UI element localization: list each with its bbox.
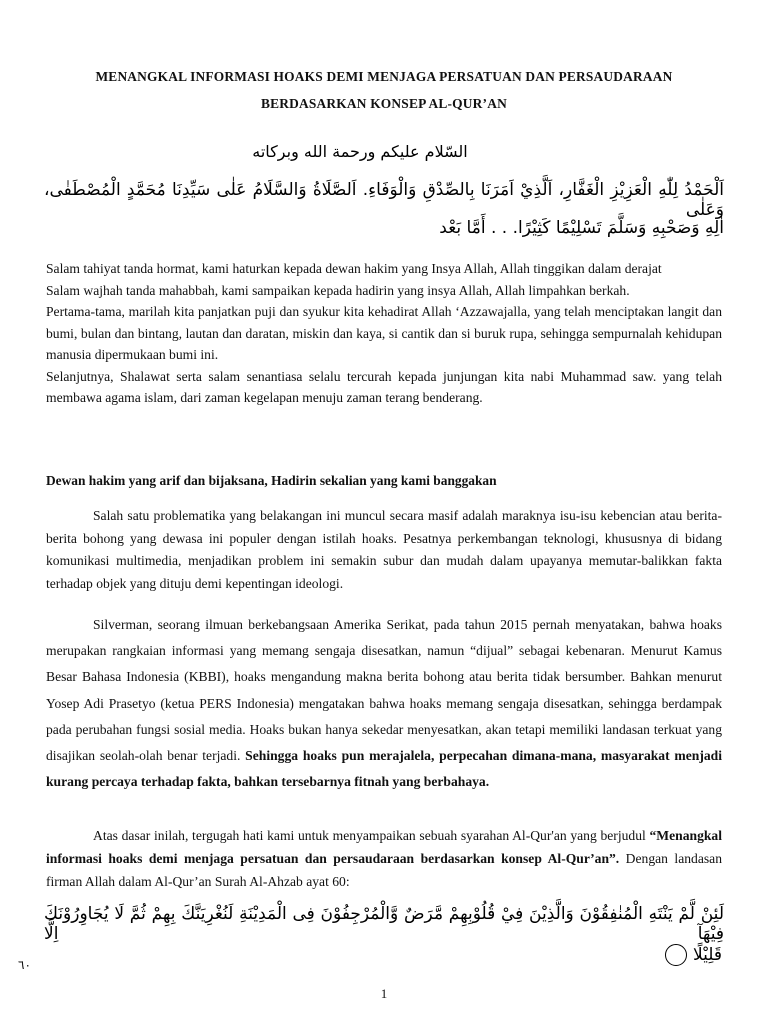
paragraph-2-bold: Sehingga hoaks pun merajalela, perpecahan dimana-mana, masyarakat menjadi kurang percaya terhadap fakta, bahkan tersebarnya fitnah yang berbahaya. (46, 748, 722, 790)
arabic-salam: السّلام عليكم ورحمة الله وبركاته (252, 142, 468, 161)
paragraph-1: Salah satu problematika yang belakangan ini muncul secara masif adalah maraknya isu-isu kebencian atau berita-berita bohong yang dewasa ini populer dengan istilah hoaks. Pesatnya perkembangan teknologi, khususnya di bidang komunikasi multimedia, menjadikan problem ini semakin subur dan mudah dalam upayanya memutar-balikkan fakta terhadap objek yang dituju demi kepentingan ideologi. (46, 508, 722, 591)
arabic-ayah-line-2 (600, 944, 722, 966)
paragraph-2 (46, 612, 722, 795)
paragraph-2-text: Silverman, seorang ilmuan berkebangsaan Amerika Serikat, pada tahun 2015 pernah menyatakan, bahwa hoaks merupakan rangkaian informasi yang memang sengaja disesatkan, namun “dijual” sebagai kebenaran. Menurut Kamus Besar Bahasa Indonesia (KBBI), hoaks mengandung makna berita bohong atau berita tidak bersumber. Bahkan menurut Yosep Adi Prasetyo (ketua PERS Indonesia) mengatakan bahwa hoaks memang sengaja disesatkan, sehingga berdampak pada perubahan fungsi sosial media. Hoaks bukan hanya sekedar menyesatkan, akan tetapi memiliki landasan terkuat yang disajikan seolah-olah benar terjadi. (46, 617, 722, 764)
paragraph-3-bold: “Menangkal informasi hoaks demi menjaga persatuan dan persaudaraan berdasarkan konsep Al-Qur’an”. (46, 828, 722, 866)
title-line-1: MENANGKAL INFORMASI HOAKS DEMI MENJAGA PERSATUAN DAN PERSAUDARAAN (95, 69, 673, 84)
title-line-2: BERDASARKAN KONSEP AL-QUR’AN (261, 96, 507, 111)
arabic-hamdalah-line-2: اٰلِهِ وَصَحْبِهِ وَسَلَّمَ تَسْلِيْمًا كَثِيْرًا. . . أَمَّا بَعْد (439, 218, 724, 238)
opening-line-1: Salam tahiyat tanda hormat, kami haturkan kepada dewan hakim yang Insya Allah, Allah tinggikan dalam derajat (46, 261, 662, 276)
ayah-line-2-text: قَلِيْلًا (692, 945, 722, 965)
page-number: 1 (380, 986, 388, 1001)
ayah-end-marker-icon (665, 944, 687, 966)
opening-line-4: Selanjutnya, Shalawat serta salam senantiasa selalu tercurah kepada junjungan kita nabi Muhammad saw. yang telah membawa agama islam, dari zaman kegelapan menuju zaman terang benderang. (46, 368, 722, 405)
opening-paragraph (46, 258, 722, 409)
arabic-hamdalah-line-1: اَلْحَمْدُ لِلّٰهِ الْعَزِيْزِ الْغَفَّارِ، اَلَّذِيْ اَمَرَنَا بِالصِّدْقِ وَالْوَفَاءِ. اَلصَّلَاةُ وَالسَّلَامُ عَلٰى سَيِّدِنَا مُحَمَّدٍ الْمُصْطَفٰى، وَعَلٰى (44, 180, 724, 220)
ayah-number: ٦٠ (18, 958, 31, 972)
arabic-ayah-line-1: لَئِنْ لَّمْ يَنْتَهِ الْمُنٰفِقُوْنَ وَالَّذِيْنَ فِيْ قُلُوْبِهِمْ مَّرَضٌ وَّالْمُرْجِفُوْنَ فِى الْمَدِيْنَةِ لَنُغْرِيَنَّكَ بِهِمْ ثُمَّ لَا يُجَاوِرُوْنَكَ فِيْهَآ اِلَّا (44, 904, 724, 944)
paragraph-3 (46, 824, 722, 893)
opening-line-3: Pertama-tama, marilah kita panjatkan puji dan syukur kita kehadirat Allah ‘Azzawajalla, yang telah menciptakan langit dan bumi, bulan dan bintang, lautan dan daratan, miskin dan kaya, si cantik dan si buruk rupa, sehingga sempurnalah kehidupan manusia dipermukaan bumi ini. (46, 304, 722, 362)
paragraph-3-intro: Atas dasar inilah, tergugah hati kami untuk menyampaikan sebuah syarahan Al-Qur'an yang berjudul (93, 828, 646, 843)
opening-line-2: Salam wajhah tanda mahabbah, kami sampaikan kepada hadirin yang insya Allah, Allah limpahkan berkah. (46, 282, 630, 298)
section-subheading: Dewan hakim yang arif dan bijaksana, Hadirin sekalian yang kami banggakan (46, 473, 497, 488)
paragraph-3-rest: Dengan landasan firman Allah dalam Al-Qur’an Surah Al-Ahzab ayat 60: (46, 851, 722, 889)
